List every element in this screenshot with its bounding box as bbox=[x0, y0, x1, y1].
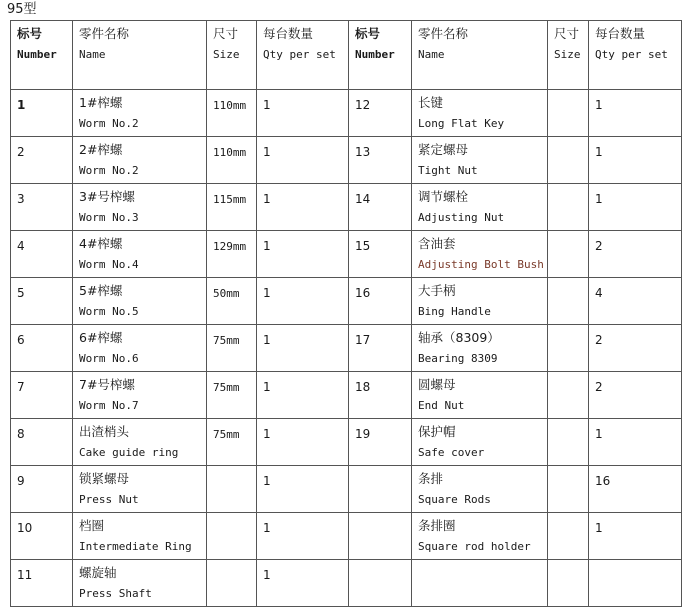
part-size-cell bbox=[207, 90, 257, 137]
part-size: 115mm bbox=[213, 193, 247, 206]
part-number: 13 bbox=[355, 145, 371, 159]
part-number: 18 bbox=[355, 380, 371, 394]
header-name-left: 零件名称 Name bbox=[73, 21, 207, 90]
part-number: 2 bbox=[17, 145, 25, 159]
part-name-english: Worm No.3 bbox=[79, 211, 139, 224]
part-number: 12 bbox=[355, 98, 371, 112]
part-name-chinese: 7#号榨螺 bbox=[79, 377, 135, 392]
part-name-english: Bearing 8309 bbox=[418, 352, 498, 365]
part-name-english: Bing Handle bbox=[418, 305, 491, 318]
part-number-cell bbox=[349, 137, 412, 184]
part-name-cell bbox=[412, 419, 548, 466]
part-number-cell bbox=[11, 278, 73, 325]
part-number-cell bbox=[349, 513, 412, 560]
part-size-cell bbox=[548, 372, 589, 419]
table-row bbox=[11, 466, 682, 513]
part-number: 14 bbox=[355, 192, 371, 206]
part-name-cell bbox=[73, 90, 207, 137]
part-number-cell bbox=[11, 513, 73, 560]
part-qty-cell bbox=[257, 466, 349, 513]
part-qty-cell bbox=[257, 560, 349, 607]
part-number-cell bbox=[349, 278, 412, 325]
part-size: 75mm bbox=[213, 334, 240, 347]
part-qty-cell bbox=[257, 325, 349, 372]
part-number: 11 bbox=[17, 568, 33, 582]
part-name-chinese: 条排 bbox=[418, 471, 444, 486]
part-size-cell bbox=[548, 325, 589, 372]
part-name-chinese: 3#号榨螺 bbox=[79, 189, 135, 204]
header-size-right: 尺寸 Size bbox=[548, 21, 589, 90]
part-name-cell bbox=[412, 466, 548, 513]
part-name-cell bbox=[412, 90, 548, 137]
part-number: 15 bbox=[355, 239, 371, 253]
part-size-cell bbox=[548, 278, 589, 325]
part-qty-cell bbox=[589, 560, 682, 607]
part-number-cell bbox=[349, 325, 412, 372]
part-name-english: End Nut bbox=[418, 399, 465, 412]
part-name-cell bbox=[73, 137, 207, 184]
part-number-cell bbox=[349, 560, 412, 607]
part-qty: 1 bbox=[263, 192, 271, 206]
part-qty-cell bbox=[589, 184, 682, 231]
part-name-chinese: 长键 bbox=[418, 95, 444, 110]
part-number-cell bbox=[349, 90, 412, 137]
part-qty-cell bbox=[589, 419, 682, 466]
part-name-english: Square rod holder bbox=[418, 540, 531, 553]
part-name-chinese: 轴承（8309） bbox=[418, 330, 500, 345]
part-qty-cell bbox=[257, 231, 349, 278]
part-size-cell bbox=[207, 137, 257, 184]
part-number-cell bbox=[349, 184, 412, 231]
table-row bbox=[11, 231, 682, 278]
part-name-cell bbox=[73, 184, 207, 231]
part-name-chinese: 条排圈 bbox=[418, 518, 456, 533]
part-qty-cell bbox=[589, 278, 682, 325]
part-number: 10 bbox=[17, 521, 33, 535]
part-name-chinese: 紧定螺母 bbox=[418, 142, 469, 157]
part-name-english: Adjusting Nut bbox=[418, 211, 505, 224]
part-qty: 1 bbox=[263, 427, 271, 441]
part-size-cell bbox=[207, 278, 257, 325]
table-row bbox=[11, 513, 682, 560]
part-number-cell bbox=[349, 372, 412, 419]
part-qty: 1 bbox=[595, 427, 603, 441]
part-size-cell bbox=[548, 90, 589, 137]
part-number-cell bbox=[11, 560, 73, 607]
part-size-cell bbox=[207, 560, 257, 607]
part-qty-cell bbox=[257, 419, 349, 466]
part-name-cell bbox=[412, 325, 548, 372]
part-number: 8 bbox=[17, 427, 25, 441]
part-qty: 1 bbox=[263, 568, 271, 582]
part-size-cell bbox=[207, 325, 257, 372]
part-number: 4 bbox=[17, 239, 25, 253]
part-name-chinese: 大手柄 bbox=[418, 283, 456, 298]
part-qty-cell bbox=[589, 90, 682, 137]
table-caption: 95型 bbox=[7, 2, 37, 17]
part-number: 9 bbox=[17, 474, 25, 488]
part-number-cell bbox=[11, 372, 73, 419]
part-name-chinese: 调节螺栓 bbox=[418, 189, 469, 204]
part-size-cell bbox=[548, 231, 589, 278]
part-number: 1 bbox=[17, 98, 26, 112]
part-number: 19 bbox=[355, 427, 371, 441]
part-name-chinese: 含油套 bbox=[418, 236, 456, 251]
part-qty-cell bbox=[257, 90, 349, 137]
part-number-cell bbox=[349, 231, 412, 278]
part-size-cell bbox=[207, 419, 257, 466]
part-qty: 1 bbox=[263, 98, 271, 112]
header-number-left: 标号 Number bbox=[11, 21, 73, 90]
part-name-chinese: 2#榨螺 bbox=[79, 142, 123, 157]
part-name-cell bbox=[73, 560, 207, 607]
part-name-cell bbox=[73, 278, 207, 325]
part-name-english: Worm No.2 bbox=[79, 117, 139, 130]
part-size: 110mm bbox=[213, 99, 247, 112]
part-name-cell bbox=[412, 372, 548, 419]
part-number: 5 bbox=[17, 286, 25, 300]
part-number: 7 bbox=[17, 380, 25, 394]
part-qty-cell bbox=[257, 184, 349, 231]
part-size-cell bbox=[548, 419, 589, 466]
part-number-cell bbox=[11, 325, 73, 372]
part-qty-cell bbox=[589, 231, 682, 278]
part-number-cell bbox=[11, 90, 73, 137]
header-qty-left: 每台数量 Qty per set bbox=[257, 21, 349, 90]
part-number-cell bbox=[11, 231, 73, 278]
part-qty-cell bbox=[257, 372, 349, 419]
part-qty-cell bbox=[257, 513, 349, 560]
table-row bbox=[11, 137, 682, 184]
part-size-cell bbox=[207, 184, 257, 231]
part-name-cell bbox=[73, 513, 207, 560]
part-qty: 1 bbox=[263, 286, 271, 300]
part-name-cell bbox=[73, 231, 207, 278]
part-qty: 1 bbox=[263, 521, 271, 535]
part-qty: 2 bbox=[595, 380, 603, 394]
part-number: 17 bbox=[355, 333, 371, 347]
part-size-cell bbox=[207, 231, 257, 278]
part-size: 75mm bbox=[213, 381, 240, 394]
part-name-cell bbox=[73, 325, 207, 372]
part-qty: 1 bbox=[263, 333, 271, 347]
part-name-cell bbox=[73, 419, 207, 466]
part-qty: 1 bbox=[263, 145, 271, 159]
header-name-right: 零件名称 Name bbox=[412, 21, 548, 90]
part-qty-cell bbox=[257, 137, 349, 184]
part-size: 50mm bbox=[213, 287, 240, 300]
part-name-chinese: 档圈 bbox=[79, 518, 105, 533]
part-qty: 1 bbox=[263, 239, 271, 253]
part-name-chinese: 螺旋轴 bbox=[79, 565, 117, 580]
part-name-english: Tight Nut bbox=[418, 164, 478, 177]
part-number-cell bbox=[11, 137, 73, 184]
part-name-chinese: 圆螺母 bbox=[418, 377, 456, 392]
part-name-chinese: 锁紧螺母 bbox=[79, 471, 130, 486]
table-row bbox=[11, 419, 682, 466]
part-qty: 16 bbox=[595, 474, 611, 488]
part-qty-cell bbox=[589, 466, 682, 513]
table-row bbox=[11, 560, 682, 607]
part-name-english: Worm No.4 bbox=[79, 258, 139, 271]
table-header-row bbox=[11, 21, 682, 90]
part-qty: 1 bbox=[263, 474, 271, 488]
part-size-cell bbox=[548, 560, 589, 607]
part-name-english: Long Flat Key bbox=[418, 117, 505, 130]
part-qty: 1 bbox=[595, 145, 603, 159]
part-qty: 1 bbox=[595, 521, 603, 535]
part-size-cell bbox=[207, 372, 257, 419]
part-name-english: Safe cover bbox=[418, 446, 485, 459]
part-name-english: Cake guide ring bbox=[79, 446, 179, 459]
table-row bbox=[11, 90, 682, 137]
table-row bbox=[11, 184, 682, 231]
part-size-cell bbox=[548, 137, 589, 184]
table-row bbox=[11, 372, 682, 419]
part-qty-cell bbox=[589, 137, 682, 184]
part-qty-cell bbox=[589, 513, 682, 560]
part-name-cell bbox=[412, 560, 548, 607]
part-size-cell bbox=[207, 466, 257, 513]
part-name-english: Worm No.2 bbox=[79, 164, 139, 177]
part-qty: 1 bbox=[263, 380, 271, 394]
part-qty: 2 bbox=[595, 333, 603, 347]
part-number-cell bbox=[349, 419, 412, 466]
part-number-cell bbox=[11, 184, 73, 231]
part-number-cell bbox=[11, 419, 73, 466]
part-name-english: Intermediate Ring bbox=[79, 540, 192, 553]
table-row bbox=[11, 278, 682, 325]
parts-table bbox=[10, 20, 682, 607]
part-name-english: Press Nut bbox=[79, 493, 139, 506]
part-number: 6 bbox=[17, 333, 25, 347]
part-size: 110mm bbox=[213, 146, 247, 159]
part-qty-cell bbox=[589, 372, 682, 419]
part-number-cell bbox=[349, 466, 412, 513]
part-size: 129mm bbox=[213, 240, 247, 253]
part-name-cell bbox=[412, 184, 548, 231]
part-number: 16 bbox=[355, 286, 371, 300]
part-name-english: Press Shaft bbox=[79, 587, 152, 600]
header-size-left: 尺寸 Size bbox=[207, 21, 257, 90]
part-qty: 1 bbox=[595, 192, 603, 206]
part-name-chinese: 4#榨螺 bbox=[79, 236, 123, 251]
part-name-english: Square Rods bbox=[418, 493, 491, 506]
part-size-cell bbox=[548, 513, 589, 560]
part-name-chinese: 保护帽 bbox=[418, 424, 456, 439]
table-row bbox=[11, 325, 682, 372]
part-number-cell bbox=[11, 466, 73, 513]
part-name-english: Adjusting Bolt Bush bbox=[418, 258, 544, 271]
part-qty: 4 bbox=[595, 286, 603, 300]
part-qty: 2 bbox=[595, 239, 603, 253]
part-name-chinese: 1#榨螺 bbox=[79, 95, 123, 110]
part-size-cell bbox=[207, 513, 257, 560]
part-name-cell bbox=[412, 513, 548, 560]
part-name-cell bbox=[412, 137, 548, 184]
part-qty: 1 bbox=[595, 98, 603, 112]
part-name-cell bbox=[412, 231, 548, 278]
part-name-chinese: 出渣梢头 bbox=[79, 424, 130, 439]
part-size-cell bbox=[548, 184, 589, 231]
part-name-cell bbox=[412, 278, 548, 325]
part-qty-cell bbox=[589, 325, 682, 372]
part-qty-cell bbox=[257, 278, 349, 325]
part-name-english: Worm No.7 bbox=[79, 399, 139, 412]
part-name-cell bbox=[73, 466, 207, 513]
part-name-chinese: 5#榨螺 bbox=[79, 283, 123, 298]
part-name-cell bbox=[73, 372, 207, 419]
part-number: 3 bbox=[17, 192, 25, 206]
part-size: 75mm bbox=[213, 428, 240, 441]
header-number-right: 标号 Number bbox=[349, 21, 412, 90]
part-size-cell bbox=[548, 466, 589, 513]
header-qty-right: 每台数量 Qty per set bbox=[589, 21, 682, 90]
part-name-chinese: 6#榨螺 bbox=[79, 330, 123, 345]
part-name-english: Worm No.5 bbox=[79, 305, 139, 318]
part-name-english: Worm No.6 bbox=[79, 352, 139, 365]
